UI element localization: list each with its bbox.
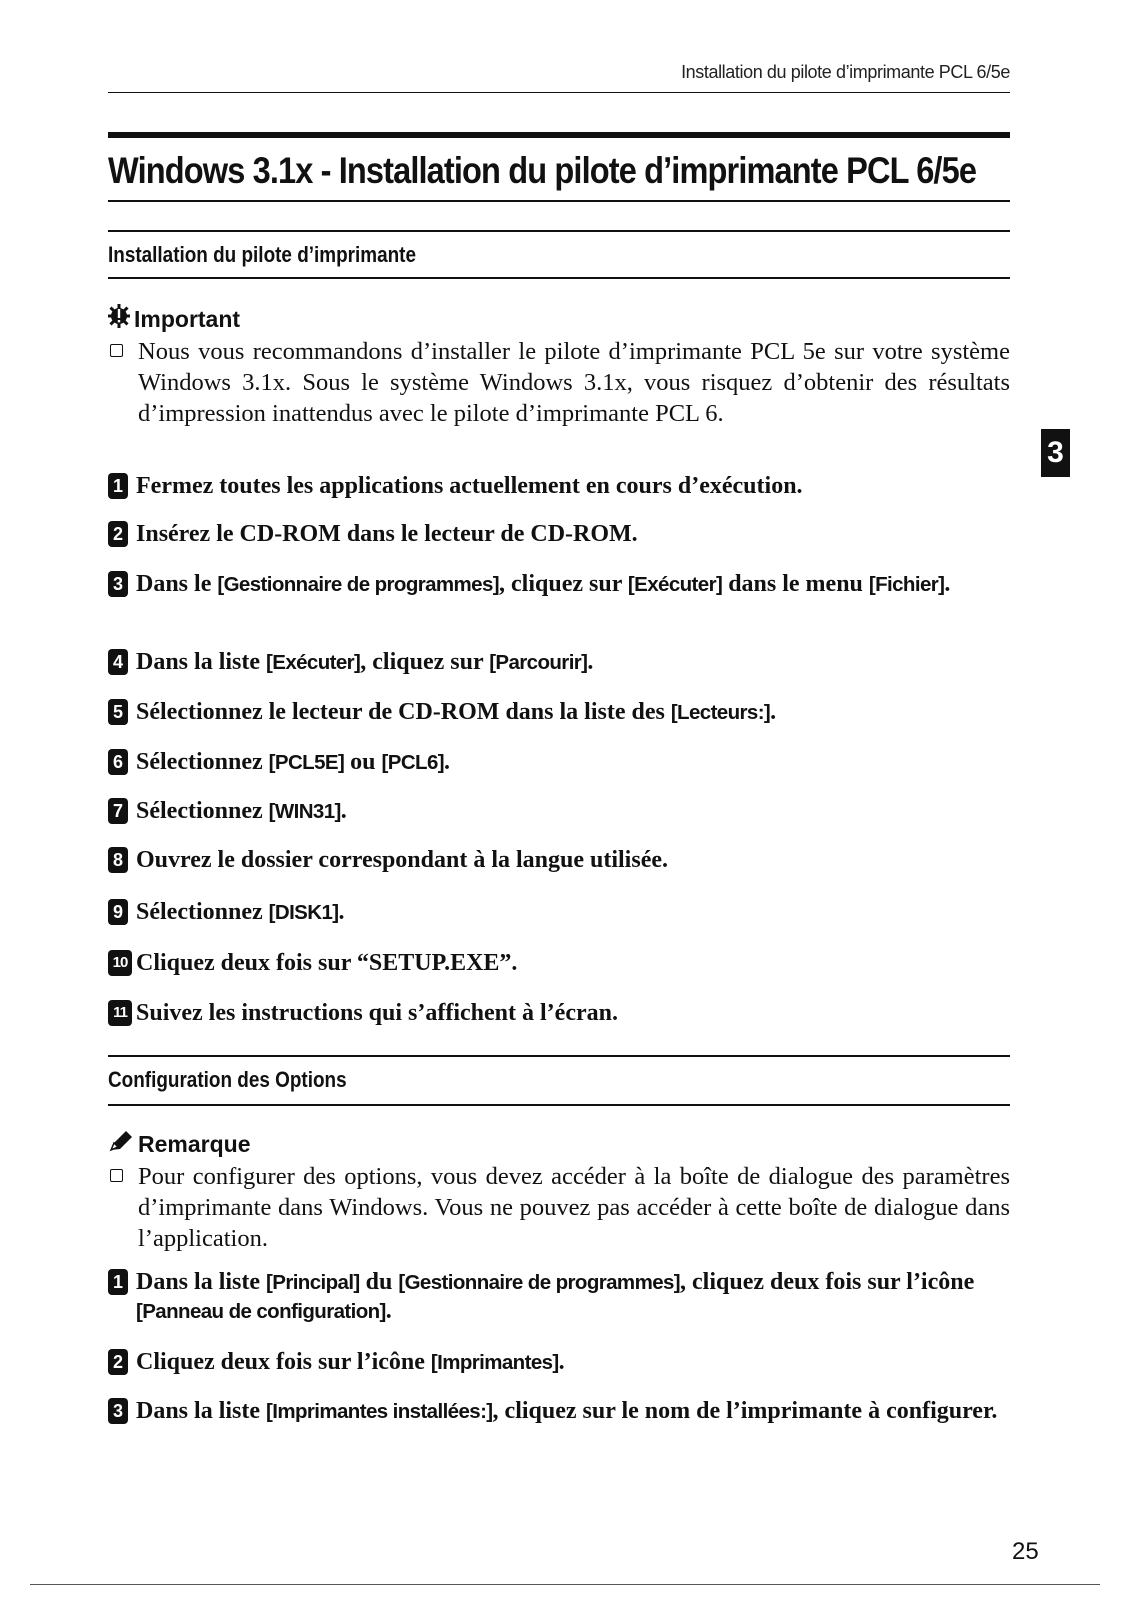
section2-top-rule <box>108 1055 1010 1057</box>
pencil-icon <box>108 1129 134 1159</box>
step-text-segment: Cliquez deux fois sur “SETUP.EXE”. <box>136 950 518 976</box>
page-number: 25 <box>1012 1538 1039 1565</box>
step-1 <box>108 472 1010 501</box>
ui-element-label: [Gestionnaire de programmes] <box>217 573 500 596</box>
ui-element-label: [DISK1] <box>268 901 339 924</box>
step-number-badge: 10 <box>108 950 132 976</box>
ui-element-label: [Lecteurs:] <box>670 701 771 724</box>
step-number-badge: 1 <box>108 1269 128 1295</box>
ui-element-label: [WIN31] <box>268 800 341 823</box>
step-number-badge: 4 <box>108 649 128 675</box>
step-2 <box>108 520 1010 549</box>
step-6 <box>108 748 1010 777</box>
step-text-segment: dans le menu <box>722 571 869 597</box>
step-10 <box>108 949 1010 978</box>
step-text-segment: , cliquez deux fois sur l’icône <box>680 1269 975 1295</box>
step-3 <box>108 570 1010 599</box>
step-text-segment: . <box>338 899 345 925</box>
section2-title: Configuration des Options <box>108 1067 347 1092</box>
important-note <box>108 336 1010 429</box>
chapter-tab: 3 <box>1041 429 1070 477</box>
important-heading <box>108 304 240 334</box>
step-number-badge: 2 <box>108 1349 128 1375</box>
ui-element-label: [PCL5E] <box>268 751 345 774</box>
step-number-badge: 6 <box>108 749 128 775</box>
step-text-segment: Dans la liste <box>136 649 267 675</box>
section2-bottom-rule <box>108 1104 1010 1106</box>
remarque-heading <box>108 1129 250 1159</box>
step-number-badge: 2 <box>108 521 128 547</box>
step-text <box>136 648 1010 677</box>
step-text-segment: . <box>944 571 951 597</box>
ui-element-label: [Parcourir] <box>489 651 588 674</box>
step-text <box>136 797 1010 826</box>
ui-element-label: [Imprimantes] <box>430 1351 559 1374</box>
step-text-segment: Insérez le CD-ROM dans le lecteur de CD-ROM. <box>136 521 638 547</box>
step-text-segment: Fermez toutes les applications actuellement en cours d’exécution. <box>136 473 803 499</box>
header-rule <box>108 92 1010 93</box>
ui-element-label: [Imprimantes installées:] <box>266 1400 493 1423</box>
section1-bottom-rule <box>108 277 1010 279</box>
step-8 <box>108 846 1010 875</box>
step-5 <box>108 698 1010 727</box>
step-text-segment: Cliquez deux fois sur l’icône <box>136 1349 431 1375</box>
step-2 <box>108 1348 1010 1377</box>
step-text-segment: Dans la liste <box>136 1269 267 1295</box>
step-number-badge: 7 <box>108 798 128 824</box>
step-3 <box>108 1397 1010 1426</box>
step-text-segment: Sélectionnez <box>136 749 269 775</box>
step-text <box>136 472 1010 501</box>
remarque-note <box>108 1161 1010 1254</box>
step-text-segment: . <box>385 1298 392 1324</box>
step-text <box>136 999 1010 1028</box>
ui-element-label: [Fichier] <box>868 573 945 596</box>
ui-element-label: [Panneau de configuration] <box>136 1300 386 1323</box>
title-top-rule <box>108 132 1010 138</box>
step-text <box>136 748 1010 777</box>
step-text <box>136 1397 1010 1426</box>
step-text <box>136 1348 1010 1377</box>
step-number-badge: 3 <box>108 571 128 597</box>
checkbox-bullet-icon <box>110 1169 123 1182</box>
step-text-segment: Dans le <box>136 571 218 597</box>
step-number-badge: 3 <box>108 1398 128 1424</box>
step-9 <box>108 898 1010 927</box>
step-number-badge: 5 <box>108 699 128 725</box>
step-number-badge: 11 <box>108 1000 132 1026</box>
page-title: Windows 3.1x - Installation du pilote d’imprimante PCL 6/5e <box>108 150 977 191</box>
step-text-segment: , cliquez sur <box>360 649 490 675</box>
step-1 <box>108 1268 1010 1326</box>
title-bottom-rule <box>108 200 1010 202</box>
step-text-segment: . <box>444 749 450 775</box>
ui-element-label: [PCL6] <box>381 751 444 774</box>
step-text <box>136 698 1010 727</box>
ui-element-label: [Principal] <box>266 1271 360 1294</box>
important-icon <box>108 304 130 334</box>
step-text-segment: ou <box>344 749 382 775</box>
step-text-segment: Sélectionnez <box>136 798 269 824</box>
section1-title: Installation du pilote d’imprimante <box>108 242 417 267</box>
step-text <box>136 846 1010 875</box>
step-text <box>136 949 1010 978</box>
important-label: Important <box>134 305 241 332</box>
section1-top-rule <box>108 230 1010 232</box>
step-11 <box>108 999 1010 1028</box>
step-text-segment: Sélectionnez <box>136 899 269 925</box>
step-text-segment: . <box>558 1349 565 1375</box>
step-text <box>136 898 1010 927</box>
step-7 <box>108 797 1010 826</box>
ui-element-label: [Gestionnaire de programmes] <box>398 1271 681 1294</box>
step-number-badge: 9 <box>108 899 128 925</box>
running-header: Installation du pilote d’imprimante PCL 6/5e <box>681 62 1010 82</box>
step-text-segment: . <box>340 798 347 824</box>
step-text-segment: , cliquez sur le nom de l’imprimante à configurer. <box>492 1398 998 1424</box>
step-text-segment: . <box>587 649 594 675</box>
step-4 <box>108 648 1010 677</box>
step-text <box>136 1268 1010 1326</box>
footer-rule <box>30 1584 1100 1585</box>
step-text-segment: . <box>770 699 777 725</box>
step-number-badge: 8 <box>108 847 128 873</box>
step-text <box>136 520 1010 549</box>
checkbox-bullet-icon <box>110 344 123 357</box>
remarque-note-text: Pour configurer des options, vous devez accéder à la boîte de dialogue des paramètres d’imprimante dans Windows. Vous ne pouvez pas accéder à cette boîte de dialogue dans l’application. <box>138 1163 1010 1252</box>
step-text-segment: Ouvrez le dossier correspondant à la langue utilisée. <box>136 847 668 873</box>
ui-element-label: [Exécuter] <box>627 573 723 596</box>
remarque-label: Remarque <box>138 1130 251 1157</box>
ui-element-label: [Exécuter] <box>266 651 361 674</box>
step-text-segment: du <box>359 1269 399 1295</box>
step-number-badge: 1 <box>108 473 128 499</box>
step-text-segment: Dans la liste <box>136 1398 267 1424</box>
step-text-segment: Suivez les instructions qui s’affichent à l’écran. <box>136 1000 618 1026</box>
step-text-segment: Sélectionnez le lecteur de CD-ROM dans la liste des <box>136 699 671 725</box>
step-text-segment: , cliquez sur <box>499 571 628 597</box>
step-text <box>136 570 1010 599</box>
important-note-text: Nous vous recommandons d’installer le pilote d’imprimante PCL 5e sur votre système Windows 3.1x. Sous le système Windows 3.1x, vous risquez d’obtenir des résultats d’impression inattendus avec le pilote d’imprimante PCL 6. <box>138 338 1010 427</box>
